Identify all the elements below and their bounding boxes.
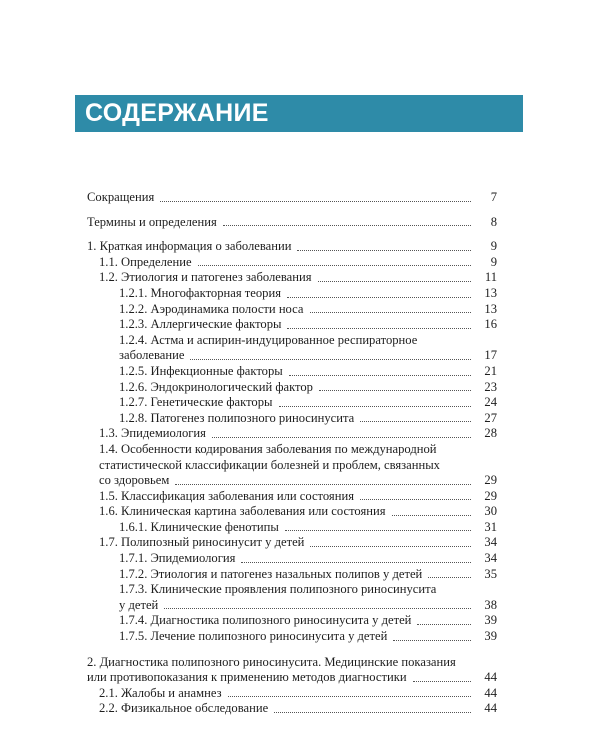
toc-page-number: 17 xyxy=(484,348,497,363)
toc-page-number: 39 xyxy=(484,613,497,628)
toc-entry[interactable] xyxy=(87,364,497,380)
toc-page-number: 34 xyxy=(484,551,497,566)
toc-entry-title: 1.7. Полипозный риносинусит у детей xyxy=(99,535,305,550)
toc-page-number: 11 xyxy=(484,270,497,285)
toc-page-number: 23 xyxy=(484,379,497,394)
toc-entry-title: 1.2.3. Аллергические факторы xyxy=(119,317,282,332)
toc-entry[interactable] xyxy=(87,701,497,717)
toc-dot-leader xyxy=(360,421,471,422)
toc-entry-title: 1. Краткая информация о заболевании xyxy=(87,239,292,254)
toc-page-number: 13 xyxy=(484,301,497,316)
toc-dot-leader xyxy=(160,201,471,202)
toc-entry[interactable] xyxy=(87,239,497,255)
toc-entry-title-lead: 1.7.3. Клинические проявления полипозного риносинусита xyxy=(119,582,437,597)
toc-entry-title: 1.7.2. Этиология и патогенез назальных полипов у детей xyxy=(119,566,423,581)
toc-entry-title: 1.2.7. Генетические факторы xyxy=(119,395,273,410)
toc-entry[interactable] xyxy=(87,582,497,613)
toc-page-number: 24 xyxy=(484,395,497,410)
toc-entry-title: 1.7.4. Диагностика полипозного риносинусита у детей xyxy=(119,613,412,628)
toc-entry[interactable] xyxy=(87,302,497,318)
toc-dot-leader xyxy=(289,375,471,376)
toc-dot-leader xyxy=(198,265,471,266)
toc-page-number: 44 xyxy=(484,701,497,716)
toc-entry[interactable] xyxy=(87,411,497,427)
toc-entry[interactable] xyxy=(87,504,497,520)
table-of-contents xyxy=(87,190,497,717)
toc-entry[interactable] xyxy=(87,317,497,333)
toc-entry-title: 2.1. Жалобы и анамнез xyxy=(99,685,222,700)
toc-entry-title: 1.2. Этиология и патогенез заболевания xyxy=(99,270,312,285)
toc-entry[interactable] xyxy=(87,686,497,702)
toc-entry-title: Термины и определения xyxy=(87,214,217,229)
toc-page-number: 29 xyxy=(484,473,497,488)
toc-entry[interactable] xyxy=(87,442,497,489)
toc-entry[interactable] xyxy=(87,629,497,645)
toc-page-number: 27 xyxy=(484,410,497,425)
toc-entry[interactable] xyxy=(87,426,497,442)
toc-page-number: 21 xyxy=(484,363,497,378)
toc-entry-title: 1.6.1. Клинические фенотипы xyxy=(119,519,279,534)
toc-entry-title: 2.2. Физикальное обследование xyxy=(99,701,269,716)
toc-page-number: 13 xyxy=(484,285,497,300)
toc-entry-title-lead: 2. Диагностика полипозного риносинусита. Медицинские показания xyxy=(87,654,456,669)
toc-page-number: 9 xyxy=(490,254,497,269)
toc-dot-leader xyxy=(274,712,471,713)
toc-dot-leader xyxy=(190,359,471,360)
toc-dot-leader xyxy=(164,608,471,609)
toc-dot-leader xyxy=(241,562,471,563)
toc-entry-title-lead: 1.4. Особенности кодирования заболевания по международной статистической классификации болезней и проблем, связанных xyxy=(99,441,440,472)
toc-page-number: 38 xyxy=(484,597,497,612)
toc-dot-leader xyxy=(223,225,471,226)
toc-page-number: 9 xyxy=(490,239,497,254)
toc-entry-title: 1.7.5. Лечение полипозного риносинусита у детей xyxy=(119,629,388,644)
toc-entry[interactable] xyxy=(87,286,497,302)
toc-entry[interactable] xyxy=(87,190,497,206)
toc-dot-leader xyxy=(228,696,471,697)
toc-page-number: 7 xyxy=(490,190,497,204)
toc-dot-leader xyxy=(392,515,471,516)
toc-entry-title: у детей xyxy=(119,597,159,612)
toc-page-number: 8 xyxy=(490,214,497,229)
toc-entry-title: или противопоказания к применению методов диагностики xyxy=(87,670,407,685)
toc-page-number: 31 xyxy=(484,519,497,534)
toc-dot-leader xyxy=(279,406,472,407)
toc-dot-leader xyxy=(360,499,471,500)
page-title: СОДЕРЖАНИЕ xyxy=(75,95,523,132)
toc-entry-title: 1.2.1. Многофакторная теория xyxy=(119,285,281,300)
toc-entry-title: 1.3. Эпидемиология xyxy=(99,426,206,441)
toc-entry-title: заболевание xyxy=(119,348,185,363)
toc-dot-leader xyxy=(319,390,471,391)
toc-entry-title: 1.2.5. Инфекционные факторы xyxy=(119,363,283,378)
toc-entry[interactable] xyxy=(87,613,497,629)
toc-entry-title: 1.2.6. Эндокринологический фактор xyxy=(119,379,313,394)
toc-dot-leader xyxy=(287,297,471,298)
toc-page-number: 29 xyxy=(484,488,497,503)
toc-page-number: 28 xyxy=(484,426,497,441)
toc-entry-title: 1.6. Клиническая картина заболевания или состояния xyxy=(99,504,386,519)
toc-page-number: 16 xyxy=(484,317,497,332)
toc-entry-title: 1.1. Определение xyxy=(99,254,192,269)
toc-page-number: 39 xyxy=(484,629,497,644)
toc-page-number: 35 xyxy=(484,566,497,581)
toc-page-number: 30 xyxy=(484,504,497,519)
toc-entry[interactable] xyxy=(87,551,497,567)
toc-entry-title-lead: 1.2.4. Астма и аспирин-индуцированное респираторное xyxy=(119,332,418,347)
toc-entry[interactable] xyxy=(87,380,497,396)
toc-entry-title: 1.5. Классификация заболевания или состояния xyxy=(99,488,354,503)
toc-page-number: 44 xyxy=(484,685,497,700)
toc-dot-leader xyxy=(318,281,472,282)
toc-entry[interactable] xyxy=(87,489,497,505)
toc-entry[interactable] xyxy=(87,255,497,271)
toc-entry[interactable] xyxy=(87,215,497,231)
toc-entry[interactable] xyxy=(87,520,497,536)
toc-page-number: 44 xyxy=(484,670,497,685)
toc-entry[interactable] xyxy=(87,333,497,364)
toc-dot-leader xyxy=(428,577,471,578)
toc-entry-title: 1.2.2. Аэродинамика полости носа xyxy=(119,301,304,316)
toc-dot-leader xyxy=(310,312,472,313)
toc-entry[interactable] xyxy=(87,535,497,551)
toc-entry-title: 1.7.1. Эпидемиология xyxy=(119,551,236,566)
toc-dot-leader xyxy=(285,530,471,531)
toc-entry-title: Сокращения xyxy=(87,190,155,204)
toc-entry[interactable] xyxy=(87,567,497,583)
toc-dot-leader xyxy=(297,250,471,251)
toc-entry[interactable] xyxy=(87,395,497,411)
toc-dot-leader xyxy=(393,640,471,641)
toc-dot-leader xyxy=(310,546,471,547)
toc-entry-title: 1.2.8. Патогенез полипозного риносинусита xyxy=(119,410,355,425)
toc-dot-leader xyxy=(417,624,471,625)
toc-entry[interactable] xyxy=(87,655,497,686)
toc-dot-leader xyxy=(287,328,471,329)
toc-dot-leader xyxy=(175,484,471,485)
toc-dot-leader xyxy=(212,437,471,438)
toc-entry[interactable] xyxy=(87,270,497,286)
toc-page-number: 34 xyxy=(484,535,497,550)
toc-dot-leader xyxy=(413,681,471,682)
toc-entry-title: со здоровьем xyxy=(99,473,170,488)
